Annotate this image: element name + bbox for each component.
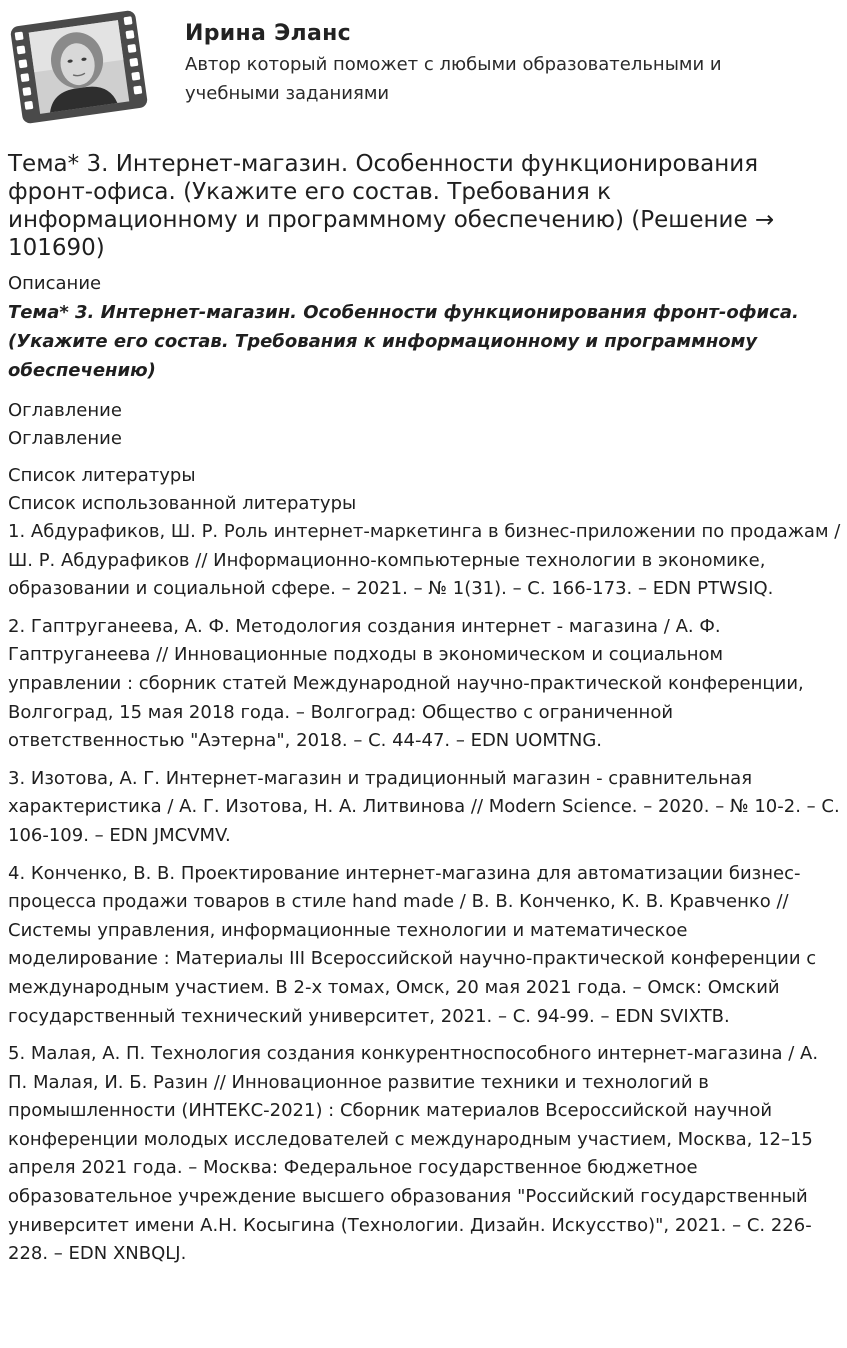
reference-item: 1. Абдурафиков, Ш. Р. Роль интернет-маркетинга в бизнес-приложении по продажам / Ш. Р. Абдурафиков // Информационно-компьютерные технологии в экономике, образовании и социальной сфере. – 2021. – № 1(31). – С. 166-173. – EDN PTWSIQ.	[8, 521, 841, 600]
description-label: Описание	[8, 273, 102, 294]
reference-item: 4. Конченко, В. В. Проектирование интернет-магазина для автоматизации бизнес-процесса продажи товаров в стиле hand made / В. В. Конченко, К. В. Кравченко // Системы управления, информационные технологии и математическое моделирование : Материалы III Всероссийской научно-практической конференции с международным участием. В 2-х томах, Омск, 20 мая 2021 года. – Омск: Омский государственный технический университет, 2021. – С. 94-99. – EDN SVIXTB.	[8, 862, 817, 1027]
reference-item: 3. Изотова, А. Г. Интернет-магазин и традиционный магазин - сравнительная характеристика / А. Г. Изотова, Н. А. Литвинова // Modern Science. – 2020. – № 10-2. – С. 106-109. – EDN JMCVMV.	[8, 767, 840, 846]
literature-label: Список литературы	[8, 465, 196, 486]
author-name[interactable]: Ирина Эланс	[185, 21, 351, 46]
description-text: Тема* 3. Интернет-магазин. Особенности функционирования фронт-офиса. (Укажите его состав. Требования к информационному и программному обеспечению)	[8, 302, 799, 381]
author-description: Автор который поможет с любыми образовательными и учебными заданиями	[185, 54, 722, 104]
toc-label: Оглавление	[8, 400, 122, 421]
document-content	[8, 150, 841, 1278]
reference-item: 5. Малая, А. П. Технология создания конкурентноспособного интернет-магазина / А. П. Малая, И. Б. Разин // Инновационное развитие техники и технологий в промышленности (ИНТЕКС-2021) : Сборник материалов Всероссийской научной конференции молодых исследователей с международным участием, Москва, 12–15 апреля 2021 года. – Москва: Федеральное государственное бюджетное образовательное учреждение высшего образования "Российский государственный университет имени А.Н. Косыгина (Технологии. Дизайн. Искусство)", 2021. – С. 226-228. – EDN XNBQLJ.	[8, 1043, 819, 1265]
author-avatar	[8, 8, 150, 126]
author-card	[8, 8, 839, 128]
references-list	[8, 518, 841, 1269]
literature-heading: Список использованной литературы	[8, 493, 357, 514]
toc-heading: Оглавление	[8, 428, 122, 449]
page-title: Тема* 3. Интернет-магазин. Особенности функционирования фронт-офиса. (Укажите его состав. Требования к информационному и программному обеспечению) (Решение → 101690)	[8, 151, 775, 261]
reference-item: 2. Гаптруганеева, А. Ф. Методология создания интернет - магазина / А. Ф. Гаптруганеева // Инновационные подходы в экономическом и социальном управлении : сборник статей Международной научно-практической конференции, Волгоград, 15 мая 2018 года. – Волгоград: Общество с ограниченной ответственностью "Аэтерна", 2018. – С. 44-47. – EDN UOMTNG.	[8, 615, 804, 752]
